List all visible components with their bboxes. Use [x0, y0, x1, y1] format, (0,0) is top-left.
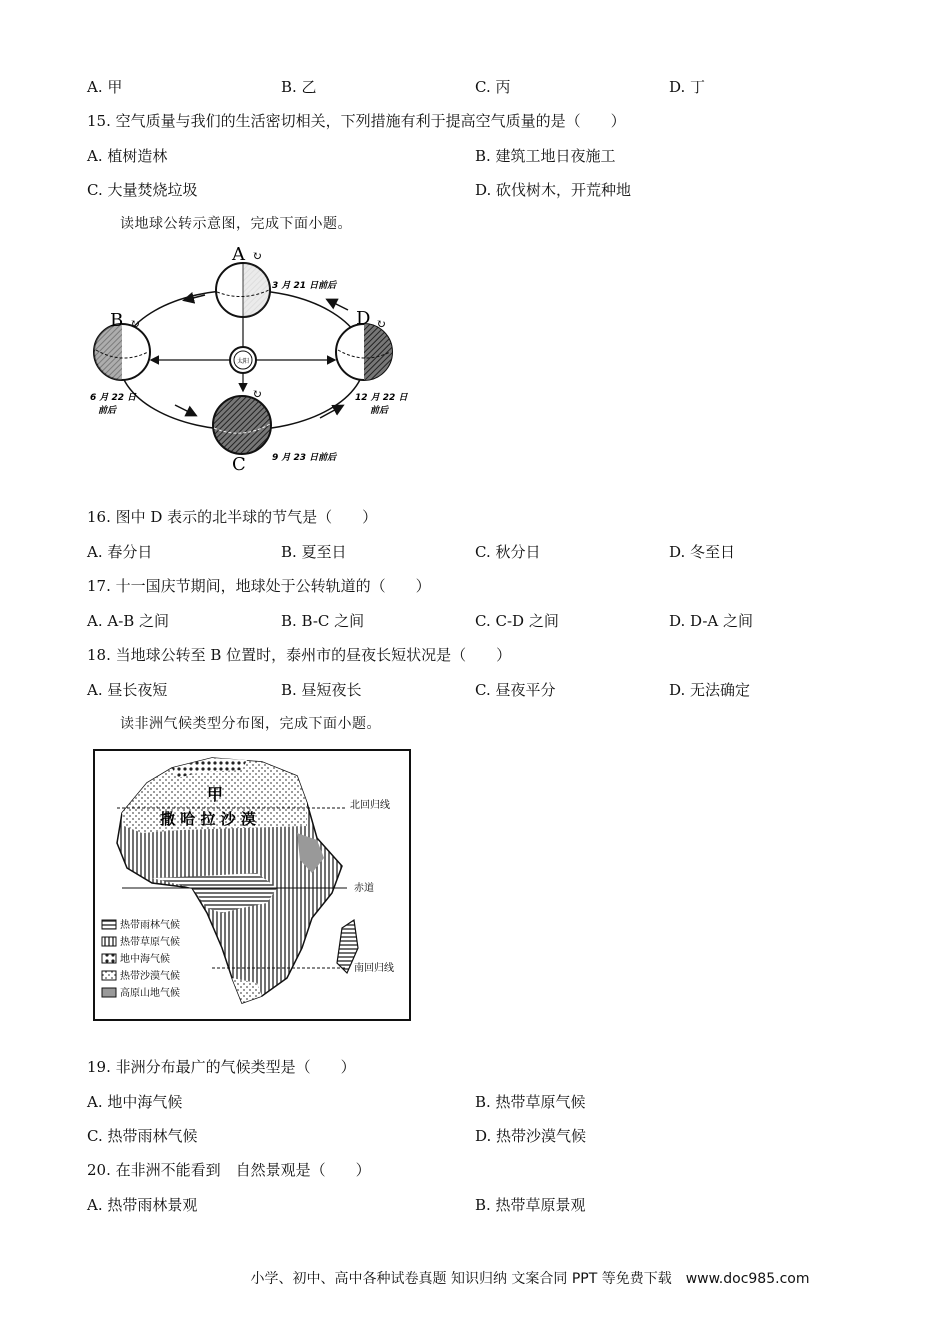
map-label-equator: 赤道 — [354, 883, 374, 894]
legend-savanna: 热带草原气候 — [120, 937, 180, 948]
q17-option-d: D. D-A 之间 — [669, 612, 754, 630]
q20-stem-line — [0, 1157, 950, 1183]
q14-option-c: C. 丙 — [475, 78, 511, 96]
rotation-icon-d: ↻ — [376, 317, 387, 331]
legend-swatch-highland — [102, 988, 116, 997]
orbit-arrow-da — [328, 300, 348, 310]
q17-option-b: B. B-C 之间 — [281, 612, 365, 630]
q16-stem-line — [0, 504, 950, 530]
label-b: B — [110, 310, 124, 331]
q19-stem-line — [0, 1054, 950, 1080]
q18-stem: 18. 当地球公转至 B 位置时，泰州市的昼夜长短状况是（ ） — [87, 646, 512, 664]
q18-option-b: B. 昼短夜长 — [281, 681, 362, 699]
q14-option-a: A. 甲 — [87, 78, 123, 96]
legend-highland: 高原山地气候 — [120, 988, 180, 999]
q20-option-b: B. 热带草原景观 — [475, 1196, 586, 1214]
q15-option-c: C. 大量焚烧垃圾 — [87, 181, 198, 199]
legend-swatch-savanna — [102, 937, 116, 946]
q18-option-a: A. 昼长夜短 — [87, 681, 168, 699]
q15-options-row1 — [0, 143, 950, 169]
q14-options — [0, 74, 950, 100]
map-label-tropic-south: 南回归线 — [354, 963, 394, 974]
intro-africa: 读非洲气候类型分布图，完成下面小题。 — [120, 716, 381, 732]
q17-stem: 17. 十一国庆节期间，地球处于公转轨道的（ ） — [87, 577, 431, 595]
q20-options — [0, 1192, 950, 1218]
label-a: A — [232, 244, 245, 265]
legend-swatch-desert — [102, 971, 116, 980]
q15-option-b: B. 建筑工地日夜施工 — [475, 147, 616, 165]
date-a: 3 月 21 日前后 — [272, 281, 337, 291]
sun-label: 太阳 — [236, 358, 250, 365]
map-label-desert: 撒 哈 拉 沙 漠 — [160, 810, 256, 828]
q15-options-row2 — [0, 177, 950, 203]
q16-option-d: D. 冬至日 — [669, 543, 736, 561]
legend-swatch-mediterranean — [102, 954, 116, 963]
q15-stem-line — [0, 108, 950, 134]
legend-mediterranean: 地中海气候 — [120, 954, 170, 965]
orbit-figure — [80, 240, 420, 475]
q19-option-c: C. 热带雨林气候 — [87, 1127, 198, 1145]
q19-options-row1 — [0, 1089, 950, 1115]
map-label-jia: 甲 — [207, 785, 224, 804]
date-b-line1: 6 月 22 日 — [90, 393, 137, 403]
intro-orbit-line — [0, 211, 950, 237]
q14-option-b: B. 乙 — [281, 78, 317, 96]
q19-option-a: A. 地中海气候 — [87, 1093, 183, 1111]
q15-option-d: D. 砍伐树木，开荒种地 — [475, 181, 632, 199]
date-d-line1: 12 月 22 日 — [355, 393, 408, 403]
q18-option-d: D. 无法确定 — [669, 681, 751, 699]
intro-africa-line — [0, 711, 950, 737]
legend-rainforest: 热带雨林气候 — [120, 920, 180, 931]
legend-desert: 热带沙漠气候 — [120, 971, 180, 982]
legend-swatch-rainforest — [102, 920, 116, 929]
label-d: D — [356, 308, 371, 329]
q18-option-c: C. 昼夜平分 — [475, 681, 556, 699]
earth-c — [213, 396, 271, 454]
q19-option-d: D. 热带沙漠气候 — [475, 1127, 587, 1145]
q19-option-b: B. 热带草原气候 — [475, 1093, 586, 1111]
q16-stem: 16. 图中 D 表示的北半球的节气是（ ） — [87, 508, 378, 526]
q17-stem-line — [0, 573, 950, 599]
q20-option-a: A. 热带雨林景观 — [87, 1196, 198, 1214]
rotation-icon-c: ↻ — [252, 387, 263, 401]
label-c: C — [232, 454, 246, 475]
earth-b — [94, 324, 150, 380]
q16-options — [0, 539, 950, 565]
rotation-icon-b: ↻ — [130, 317, 141, 331]
intro-orbit: 读地球公转示意图，完成下面小题。 — [120, 216, 352, 232]
q18-options — [0, 677, 950, 703]
map-label-tropic-north: 北回归线 — [350, 800, 390, 811]
date-c: 9 月 23 日前后 — [272, 453, 337, 463]
q17-option-c: C. C-D 之间 — [475, 612, 559, 630]
date-d-line2: 前后 — [370, 406, 389, 416]
date-b-line2: 前后 — [98, 406, 117, 416]
q20-stem: 20. 在非洲不能看到 自然景观是（ ） — [87, 1161, 371, 1179]
africa-climate-map — [92, 748, 414, 1028]
q19-options-row2 — [0, 1123, 950, 1149]
q16-option-b: B. 夏至日 — [281, 543, 347, 561]
q17-options — [0, 608, 950, 634]
q18-stem-line — [0, 642, 950, 668]
earth-a — [216, 263, 270, 317]
q19-stem: 19. 非洲分布最广的气候类型是（ ） — [87, 1058, 356, 1076]
page-footer: 小学、初中、高中各种试卷真题 知识归纳 文案合同 PPT 等免费下载 www.doc985.com — [250, 1271, 810, 1287]
earth-d — [336, 324, 392, 380]
q15-stem: 15. 空气质量与我们的生活密切相关，下列措施有利于提高空气质量的是（ ） — [87, 112, 626, 130]
orbit-arrow-bc — [175, 405, 195, 415]
q17-option-a: A. A-B 之间 — [87, 612, 170, 630]
rotation-icon-a: ↻ — [252, 249, 263, 263]
sun — [230, 347, 256, 373]
q14-option-d: D. 丁 — [669, 78, 706, 96]
q16-option-a: A. 春分日 — [87, 543, 153, 561]
q15-option-a: A. 植树造林 — [87, 147, 168, 165]
q16-option-c: C. 秋分日 — [475, 543, 541, 561]
